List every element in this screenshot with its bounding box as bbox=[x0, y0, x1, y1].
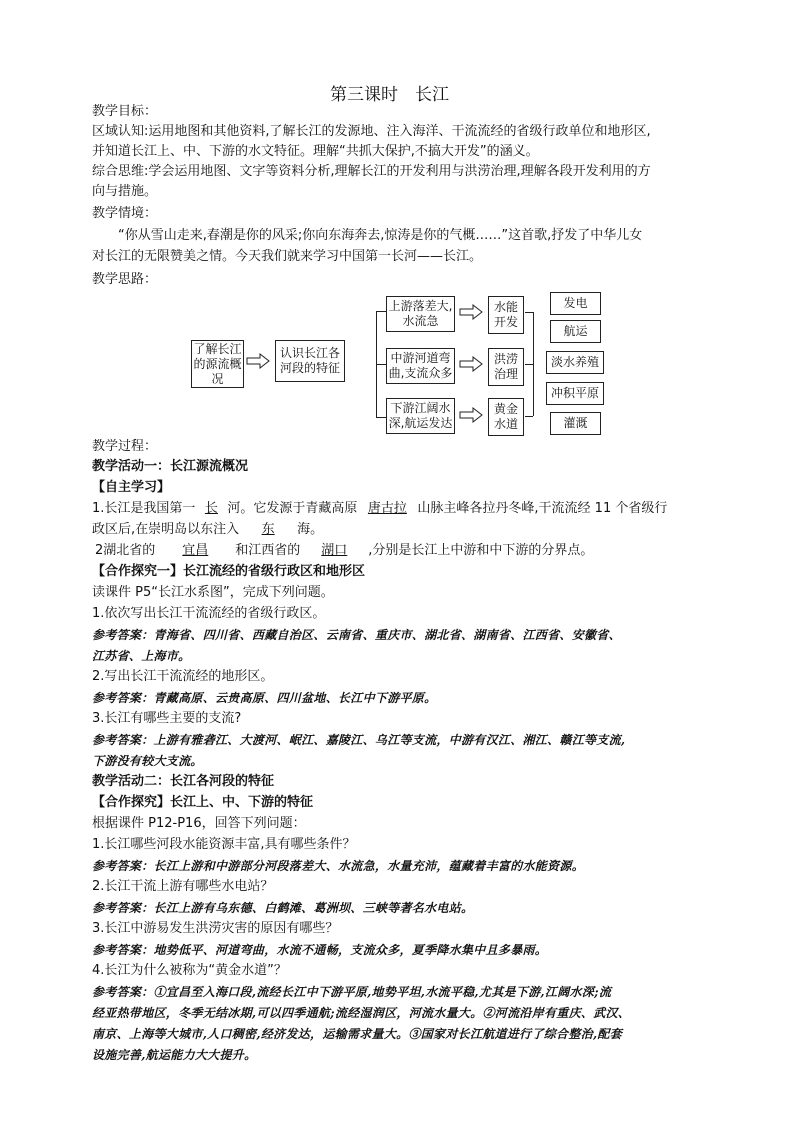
box-middle: 中游河道弯曲,支流众多 bbox=[386, 348, 455, 384]
answer: 江苏省、上海市。 bbox=[92, 649, 191, 663]
box-irrigation: 灌溉 bbox=[550, 412, 601, 435]
answer: 参考答案：上游有雅砻江、大渡河、岷江、嘉陵江、乌江等支流，中游有汉江、湘江、赣江等支流, bbox=[92, 733, 626, 747]
question-1-cont bbox=[92, 520, 323, 540]
question: 1.依次写出长江干流流经的省级行政区。 bbox=[92, 606, 326, 621]
question: 1.长江哪些河段水能资源丰富,具有哪些条件？ bbox=[92, 837, 356, 852]
goal-line: 综合思维:学会运用地图、文字等资料分析,理解长江的开发利用与洪涝治理,理解各段开发利用的方 bbox=[92, 164, 651, 179]
question: 4.长江为什么被称为“黄金水道”？ bbox=[92, 963, 287, 978]
box-aquaculture: 淡水养殖 bbox=[546, 351, 604, 374]
instruction: 读课件 P5“长江水系图”，完成下列问题。 bbox=[92, 585, 334, 600]
box-upper: 上游落差大,水流急 bbox=[386, 296, 455, 332]
page-title: 第三课时 长江 bbox=[330, 85, 449, 105]
box-source-overview: 了解长江的源流概况 bbox=[191, 340, 244, 388]
arrow-right-icon bbox=[246, 353, 270, 369]
box-flood: 洪涝治理 bbox=[488, 348, 524, 386]
activity-heading: 教学活动二：长江各河段的特征 bbox=[92, 774, 275, 789]
q1-blank-answer: 东 bbox=[261, 522, 275, 537]
answer: 参考答案：青藏高原、云贵高原、四川盆地、长江中下游平原。 bbox=[92, 691, 437, 705]
instruction: 根据课件 P12-P16，回答下列问题： bbox=[92, 816, 306, 831]
situation-text: 对长江的无限赞美之情。今天我们就来学习中国第一长河——长江。 bbox=[92, 249, 483, 264]
situation-text: “你从雪山走来,春潮是你的风采;你向东海奔去,惊涛是你的气概……”这首歌,抒发了中华儿女 bbox=[118, 228, 643, 243]
goals-heading: 教学目标： bbox=[92, 104, 158, 119]
box-plain: 冲积平原 bbox=[546, 382, 604, 405]
box-shipping: 航运 bbox=[550, 320, 601, 343]
thinking-heading: 教学思路： bbox=[92, 272, 158, 287]
activity-heading: 教学活动一：长江源流概况 bbox=[92, 459, 249, 474]
question: 3.长江有哪些主要的支流? bbox=[92, 711, 242, 726]
answer: 参考答案：长江上游和中游部分河段落差大、水流急，水量充沛，蕴藏着丰富的水能资源。 bbox=[92, 859, 585, 873]
bracket-line bbox=[376, 417, 386, 418]
box-gold: 黄金水道 bbox=[488, 398, 524, 436]
question: 2.长江干流上游有哪些水电站？ bbox=[92, 879, 274, 894]
q1-text: 1.长江是我国第一 bbox=[92, 501, 196, 516]
answer: 参考答案：①宜昌至入海口段,流经长江中下游平原,地势平坦,水流平稳,尤其是下游,江阔水深;流 bbox=[92, 985, 612, 999]
bracket-line bbox=[376, 311, 386, 312]
section-tag: 【合作探究】长江上、中、下游的特征 bbox=[92, 795, 314, 810]
arrow-right-icon bbox=[459, 407, 483, 423]
q2-blank-answer: 宜昌 bbox=[182, 543, 209, 558]
q1-text: 海。 bbox=[297, 522, 324, 537]
section-tag: 【自主学习】 bbox=[92, 480, 171, 495]
section-tag: 【合作探究一】长江流经的省级行政区和地形区 bbox=[92, 564, 366, 579]
q1-text: 山脉主峰各拉丹冬峰,干流流经 11 个省级行 bbox=[417, 501, 668, 516]
situation-heading: 教学情境： bbox=[92, 206, 158, 221]
box-power: 发电 bbox=[550, 292, 601, 315]
q2-blank-answer: 湖口 bbox=[321, 543, 348, 558]
answer: 设施完善,航运能力大大提升。 bbox=[92, 1048, 257, 1062]
bracket-line bbox=[525, 364, 533, 365]
box-lower: 下游江阔水深,航运发达 bbox=[386, 398, 455, 434]
answer: 下游没有较大支流。 bbox=[92, 754, 203, 768]
goal-line: 向与措施。 bbox=[92, 184, 158, 199]
goal-line: 并知道长江上、中、下游的水文特征。理解“共抓大保护,不搞大开发”的涵义。 bbox=[92, 144, 539, 159]
box-hydro: 水能开发 bbox=[488, 296, 524, 334]
answer: 参考答案：青海省、四川省、西藏自治区、云南省、重庆市、湖北省、湖南省、江西省、安徽省、 bbox=[92, 628, 621, 642]
q2-text: ,分别是长江上中游和中下游的分界点。 bbox=[368, 543, 594, 558]
bracket-line bbox=[525, 312, 533, 313]
q2-text: 2湖北省的 bbox=[95, 543, 156, 558]
goal-line: 区域认知:运用地图和其他资料,了解长江的发源地、注入海洋、干流流经的省级行政单位和地形区, bbox=[92, 124, 651, 139]
q1-blank-answer: 唐古拉 bbox=[367, 501, 407, 516]
q1-text: 河。它发源于青藏高原 bbox=[227, 501, 358, 516]
q2-text: 和江西省的 bbox=[235, 543, 301, 558]
question-1 bbox=[92, 499, 667, 519]
answer: 经亚热带地区，冬季无结冰期,可以四季通航;流经湿润区，河流水量大。②河流沿岸有重庆、武汉、 bbox=[92, 1006, 631, 1020]
question: 2.写出长江干流流经的地形区。 bbox=[92, 669, 274, 684]
arrow-right-icon bbox=[459, 356, 483, 372]
arrow-right-icon bbox=[459, 304, 483, 320]
process-heading: 教学过程： bbox=[92, 439, 158, 454]
answer: 参考答案：地势低平、河道弯曲，水流不通畅，支流众多，夏季降水集中且多暴雨。 bbox=[92, 943, 548, 957]
bracket-line bbox=[525, 416, 533, 417]
q1-text: 政区后,在崇明岛以东注入 bbox=[92, 522, 240, 537]
bracket-line bbox=[376, 364, 386, 365]
answer: 参考答案：长江上游有乌东德、白鹤滩、葛洲坝、三峡等著名水电站。 bbox=[92, 901, 474, 915]
q1-blank-answer: 长 bbox=[204, 501, 218, 516]
answer: 南京、上海等大城市,人口稠密,经济发达，运输需求量大。③国家对长江航道进行了综合整治,配套 bbox=[92, 1027, 623, 1041]
question-2 bbox=[95, 541, 593, 561]
question: 3.长江中游易发生洪涝灾害的原因有哪些？ bbox=[92, 921, 339, 936]
box-river-sections: 认识长江各河段的特征 bbox=[275, 340, 345, 382]
bracket-line bbox=[533, 312, 534, 416]
